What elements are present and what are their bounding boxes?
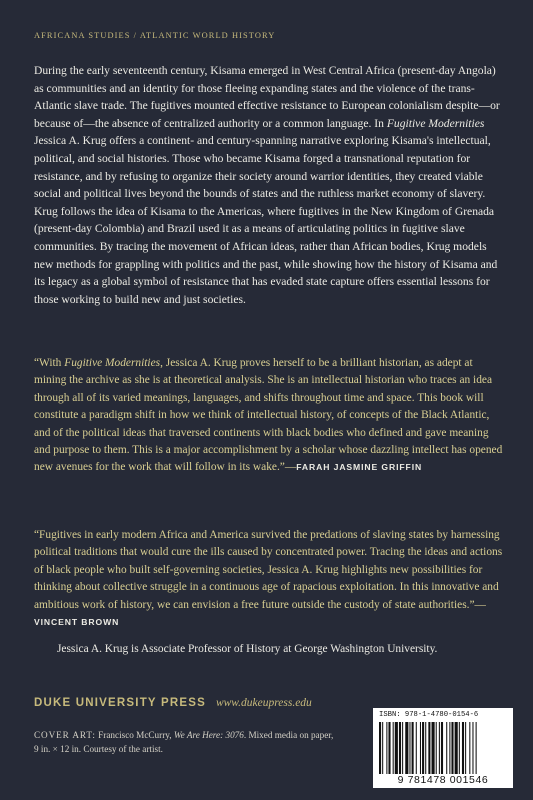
barcode-bar (459, 722, 460, 774)
barcode-bar (425, 722, 426, 774)
quote-2-text: “Fugitives in early modern Africa and America survived the predations of slaving states by harnessing political traditions that would cure the ills caused by concentrated power. Tracing the ideas and actions of black people who built self-governing societies, Jessica A. Krug highlights new possibilities for thinking about collective struggle in a continuous age of rapacious exploitation. In this innovative and ambitious work of history, we can envision a free future outside the custody of state authorities.”— (34, 529, 503, 611)
barcode-bar (428, 722, 430, 774)
isbn-label: ISBN: 978-1-4780-0154-6 (379, 711, 479, 719)
isbn-digits: 9 781478 001546 (397, 774, 489, 786)
barcode-bar (416, 722, 417, 774)
barcode-bar (449, 722, 450, 774)
barcode-bar (395, 722, 398, 774)
publisher-name: DUKE UNIVERSITY PRESS (34, 697, 206, 709)
barcode-bar (379, 722, 381, 774)
cover-art-label: COVER ART: (34, 730, 96, 740)
quote-1-text-a: “With (34, 357, 65, 369)
cover-art-credit (34, 728, 334, 756)
quote-1-text-b: , Jessica A. Krug proves herself to be a brilliant historian, as adept at mining the archive as she is at theoretical analysis. She is an intellectual historian who traces an idea through all of its varied meanings, languages, and shifts throughout time and space. This book will constitute a paradigm shift in how we think of intellectual history, of concepts of the Black Atlantic, and of the political ideas that traversed continents with black bodies who defined and gave meaning and purpose to them. This is a major accomplishment by a scholar whose dazzling intellect has opened new avenues for the work that will follow in its wake.”— (34, 357, 503, 474)
category-label: AFRICANA STUDIES / ATLANTIC WORLD HISTORY (34, 31, 276, 40)
book-description (34, 62, 502, 308)
barcode-bar (441, 722, 443, 774)
barcode-bar (420, 722, 421, 774)
cover-art-details: . Mixed media on paper, 9 in. × 12 in. Courtesy of the artist. (34, 730, 334, 754)
endorsement-quote-1 (34, 355, 504, 477)
barcode-bar (388, 722, 390, 774)
quote-2-attribution: VINCENT BROWN (34, 617, 120, 628)
barcode-bar (432, 722, 435, 774)
barcode-bar (382, 722, 383, 774)
barcode-bar (412, 722, 414, 774)
quote-1-attribution: FARAH JASMINE GRIFFIN (296, 462, 423, 473)
barcode-bar (393, 722, 394, 774)
barcode-bar (402, 722, 403, 774)
endorsement-quote-2 (34, 527, 504, 631)
barcode-bar (386, 722, 387, 774)
barcode-bar (446, 722, 447, 774)
barcode-bar (409, 722, 410, 774)
barcode-bar (422, 722, 424, 774)
description-text-2: Jessica A. Krug offers a continent- and century-spanning narrative exploring Kisama's intellectual, political, and social histories. Those who became Kisama forged a transnational reputation for resistance, and by refusing to organize their society around warrior identities, they created viable social and political lives beyond the bounds of states and the ruthless market economy of slavery. Krug follows the idea of Kisama to the Americas, where fugitives in the New Kingdom of Grenada (present-day Colombia) and Brazil used it as a means of articulating politics in fugitive slave communities. By tracing the movement of African ideas, rather than African bodies, Krug models new methods for grappling with politics and the past, while showing how the history of Kisama and its legacy as a global symbol of resistance that has evaded state capture offers essential lessons for those working to build new and just societies. (34, 134, 498, 306)
barcode-bar (462, 722, 464, 774)
barcode-bar (472, 722, 473, 774)
quote-1-book-title: Fugitive Modernities (64, 357, 161, 369)
cover-art-artist: Francisco McCurry, (95, 730, 174, 740)
barcode-bar (399, 722, 401, 774)
cover-art-work: We Are Here: 3076 (173, 730, 244, 740)
barcode-bar (436, 722, 437, 774)
barcode-bar (465, 722, 466, 774)
isbn-barcode (373, 708, 513, 788)
barcode-bar (451, 722, 453, 774)
barcode-bar (455, 722, 458, 774)
barcode-bar (476, 722, 477, 774)
author-bio: Jessica A. Krug is Associate Professor of History at George Washington University. (57, 643, 438, 655)
description-text-1: During the early seventeenth century, Kisama emerged in West Central Africa (present-day Angola) as communities and an identity for those fleeing expanding states and the violence of the trans-Atlantic slave trade. The fugitives mounted effective resistance to European colonialism despite—or because of—the absence of centralized authority or a common language. In (34, 64, 500, 130)
publisher-url: www.dukeupress.edu (215, 697, 312, 709)
barcode-bar (439, 722, 440, 774)
publisher-line (34, 693, 312, 711)
barcode-bars (379, 722, 507, 774)
barcode-bar (405, 722, 408, 774)
barcode-bar (469, 722, 470, 774)
book-title: Fugitive Modernities (386, 116, 485, 130)
